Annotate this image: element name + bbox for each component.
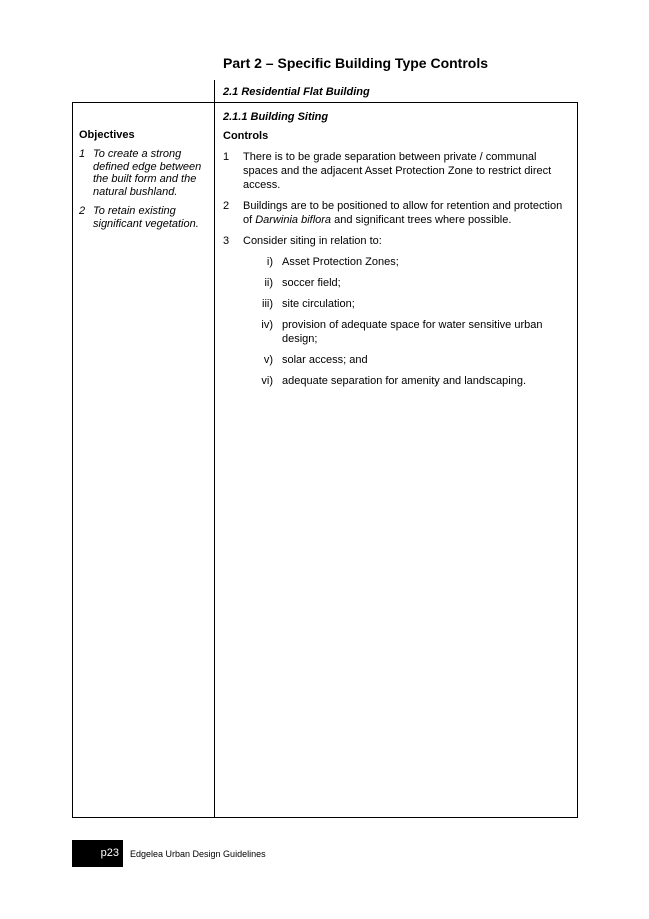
control-text: [243, 200, 562, 226]
siting-text: solar access; and: [282, 354, 368, 366]
controls-heading: Controls: [223, 130, 269, 142]
siting-number: iv): [261, 319, 273, 331]
footer-document-title: Edgelea Urban Design Guidelines: [130, 849, 266, 859]
objective-item: [79, 148, 207, 198]
siting-text: soccer field;: [282, 277, 341, 289]
siting-item: [243, 374, 573, 388]
control-number: 1: [223, 151, 230, 163]
column-divider-top: [214, 80, 215, 103]
section-title: 2.1 Residential Flat Building: [223, 86, 370, 98]
objective-number: 1: [79, 148, 86, 160]
objectives-column: [79, 129, 207, 237]
content-table: [72, 102, 578, 818]
siting-text: site circulation;: [282, 298, 355, 310]
footer-page-block: [72, 840, 123, 867]
siting-number: vi): [261, 375, 273, 387]
siting-item: [243, 276, 573, 290]
column-divider: [214, 103, 215, 817]
page-number: p23: [100, 847, 119, 859]
siting-number: ii): [264, 277, 273, 289]
control-text-before: Buildings are to be positioned to allow for retention and protection of: [243, 200, 563, 226]
control-item: [223, 150, 573, 192]
siting-number: v): [263, 354, 273, 366]
siting-item: [243, 318, 573, 346]
objective-text: To retain existing significant vegetation.: [93, 205, 199, 230]
siting-text: Asset Protection Zones;: [282, 256, 399, 268]
objectives-heading: Objectives: [79, 129, 135, 141]
control-number: 3: [223, 235, 230, 247]
siting-item: [243, 353, 573, 367]
control-text: There is to be grade separation between private / communal spaces and the adjacent Asset Protection Zone to restrict direct access.: [243, 151, 552, 191]
control-item: [223, 234, 573, 388]
siting-item: [243, 297, 573, 311]
controls-column: [223, 111, 573, 395]
siting-item: [243, 255, 573, 269]
species-name: Darwinia biflora: [255, 214, 332, 226]
subsection-title: 2.1.1 Building Siting: [223, 111, 329, 123]
siting-text: adequate separation for amenity and landscaping.: [282, 375, 527, 387]
siting-text: provision of adequate space for water sensitive urban design;: [282, 319, 543, 345]
control-number: 2: [223, 200, 230, 212]
control-text-after: and significant trees where possible.: [331, 214, 512, 226]
objective-number: 2: [79, 205, 86, 217]
siting-number: i): [266, 256, 273, 268]
siting-number: iii): [262, 298, 273, 310]
objective-item: [79, 205, 207, 230]
siting-list: [243, 255, 573, 388]
page-title: Part 2 – Specific Building Type Controls: [223, 55, 489, 71]
objective-text: To create a strong defined edge between the built form and the natural bushland.: [93, 148, 202, 198]
control-text: Consider siting in relation to:: [243, 235, 382, 247]
control-item: [223, 199, 573, 227]
